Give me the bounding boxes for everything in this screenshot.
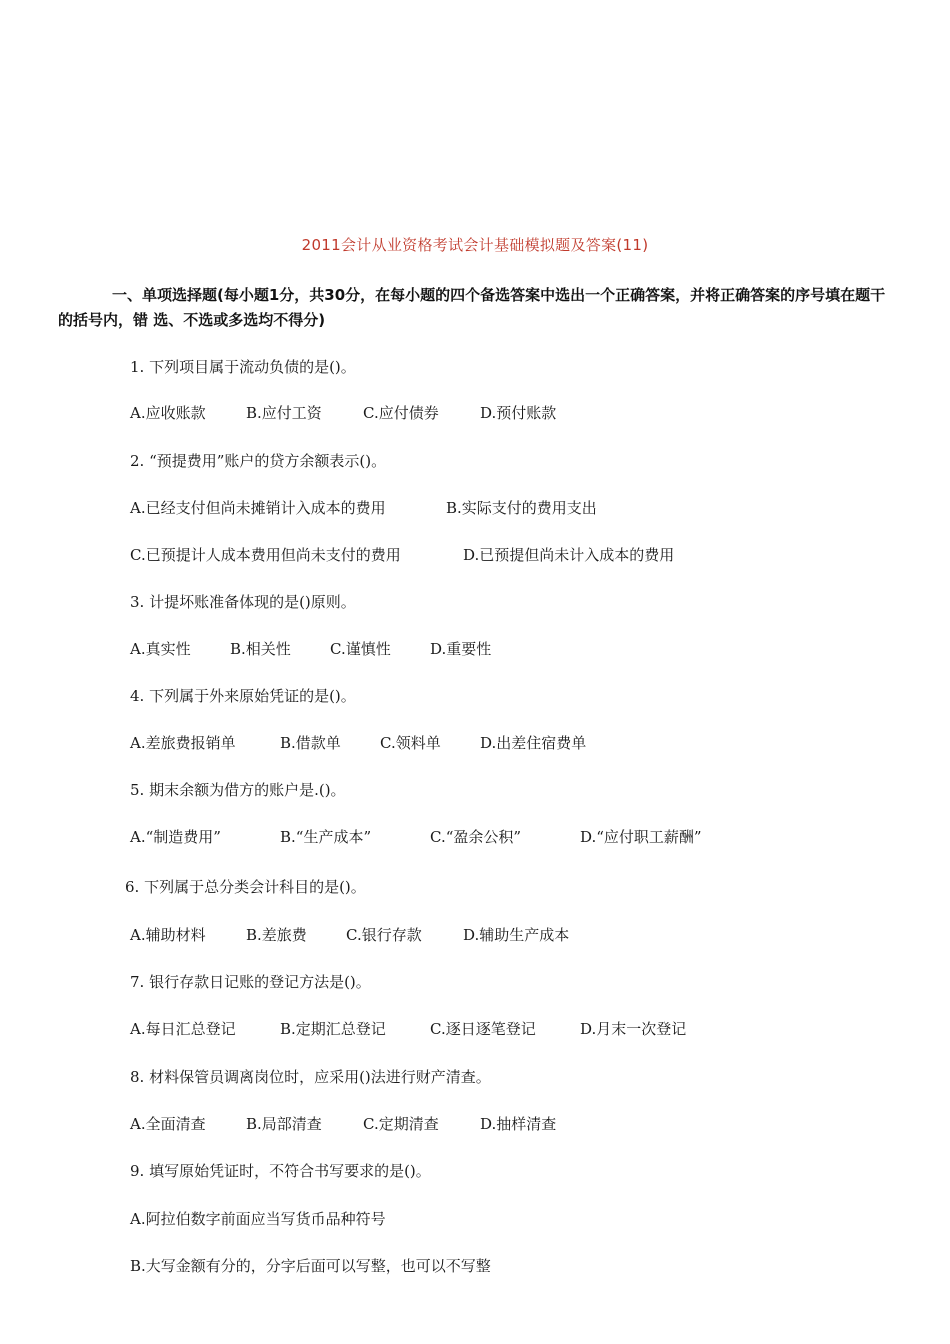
q6-option-c: C.银行存款	[346, 926, 422, 944]
q7-option-c: C.逐日逐笔登记	[430, 1020, 536, 1038]
q4-option-b: B.借款单	[280, 734, 341, 752]
q2-option-c: C.已预提计人成本费用但尚未支付的费用	[130, 546, 401, 564]
q5-option-b: B.“生产成本”	[280, 828, 372, 846]
question-3-stem: 3. 计提坏账准备体现的是()原则。	[130, 593, 356, 611]
question-6-stem: 6. 下列属于总分类会计科目的是()。	[125, 878, 366, 896]
q8-option-d: D.抽样清查	[480, 1115, 557, 1133]
q2-option-d: D.已预提但尚未计入成本的费用	[463, 546, 675, 564]
q1-option-a: A.应收账款	[130, 404, 206, 422]
q9-option-b: B.大写金额有分的，分字后面可以写整，也可以不写整	[130, 1257, 491, 1275]
question-2-stem: 2. “预提费用”账户的贷方余额表示()。	[130, 452, 387, 470]
question-4-stem: 4. 下列属于外来原始凭证的是()。	[130, 687, 356, 705]
q9-option-a: A.阿拉伯数字前面应当写货币品种符号	[130, 1210, 386, 1228]
q1-option-b: B.应付工资	[246, 404, 322, 422]
question-5-stem: 5. 期末余额为借方的账户是.()。	[130, 781, 346, 799]
q2-option-b: B.实际支付的费用支出	[446, 499, 597, 517]
q6-option-a: A.辅助材料	[130, 926, 206, 944]
q5-option-a: A.“制造费用”	[130, 828, 221, 846]
q1-option-d: D.预付账款	[480, 404, 557, 422]
q8-option-b: B.局部清查	[246, 1115, 322, 1133]
q8-option-a: A.全面清查	[130, 1115, 206, 1133]
q4-option-c: C.领料单	[380, 734, 441, 752]
q7-option-a: A.每日汇总登记	[130, 1020, 236, 1038]
q8-option-c: C.定期清查	[363, 1115, 439, 1133]
q4-option-a: A.差旅费报销单	[130, 734, 236, 752]
q3-option-d: D.重要性	[430, 640, 492, 658]
q3-option-b: B.相关性	[230, 640, 291, 658]
question-9-stem: 9. 填写原始凭证时，不符合书写要求的是()。	[130, 1162, 431, 1180]
q5-option-d: D.“应付职工薪酬”	[580, 828, 702, 846]
q6-option-b: B.差旅费	[246, 926, 307, 944]
q6-option-d: D.辅助生产成本	[463, 926, 570, 944]
question-1-stem: 1. 下列项目属于流动负债的是()。	[130, 358, 356, 376]
q3-option-c: C.谨慎性	[330, 640, 391, 658]
question-8-stem: 8. 材料保管员调离岗位时，应采用()法进行财产清查。	[130, 1068, 491, 1086]
q2-option-a: A.已经支付但尚未摊销计入成本的费用	[130, 499, 386, 517]
q3-option-a: A.真实性	[130, 640, 191, 658]
q5-option-c: C.“盈余公积”	[430, 828, 522, 846]
q4-option-d: D.出差住宿费单	[480, 734, 587, 752]
section-heading: 一、单项选择题(每小题1分，共30分，在每小题的四个备选答案中选出一个正确答案，并将正确答案的序号填在题干的括号内，错 选、不选或多选均不得分)	[58, 286, 886, 329]
q7-option-b: B.定期汇总登记	[280, 1020, 386, 1038]
document-title: 2011会计从业资格考试会计基础模拟题及答案(11)	[301, 236, 649, 254]
q7-option-d: D.月末一次登记	[580, 1020, 687, 1038]
q1-option-c: C.应付债券	[363, 404, 439, 422]
question-7-stem: 7. 银行存款日记账的登记方法是()。	[130, 973, 371, 991]
